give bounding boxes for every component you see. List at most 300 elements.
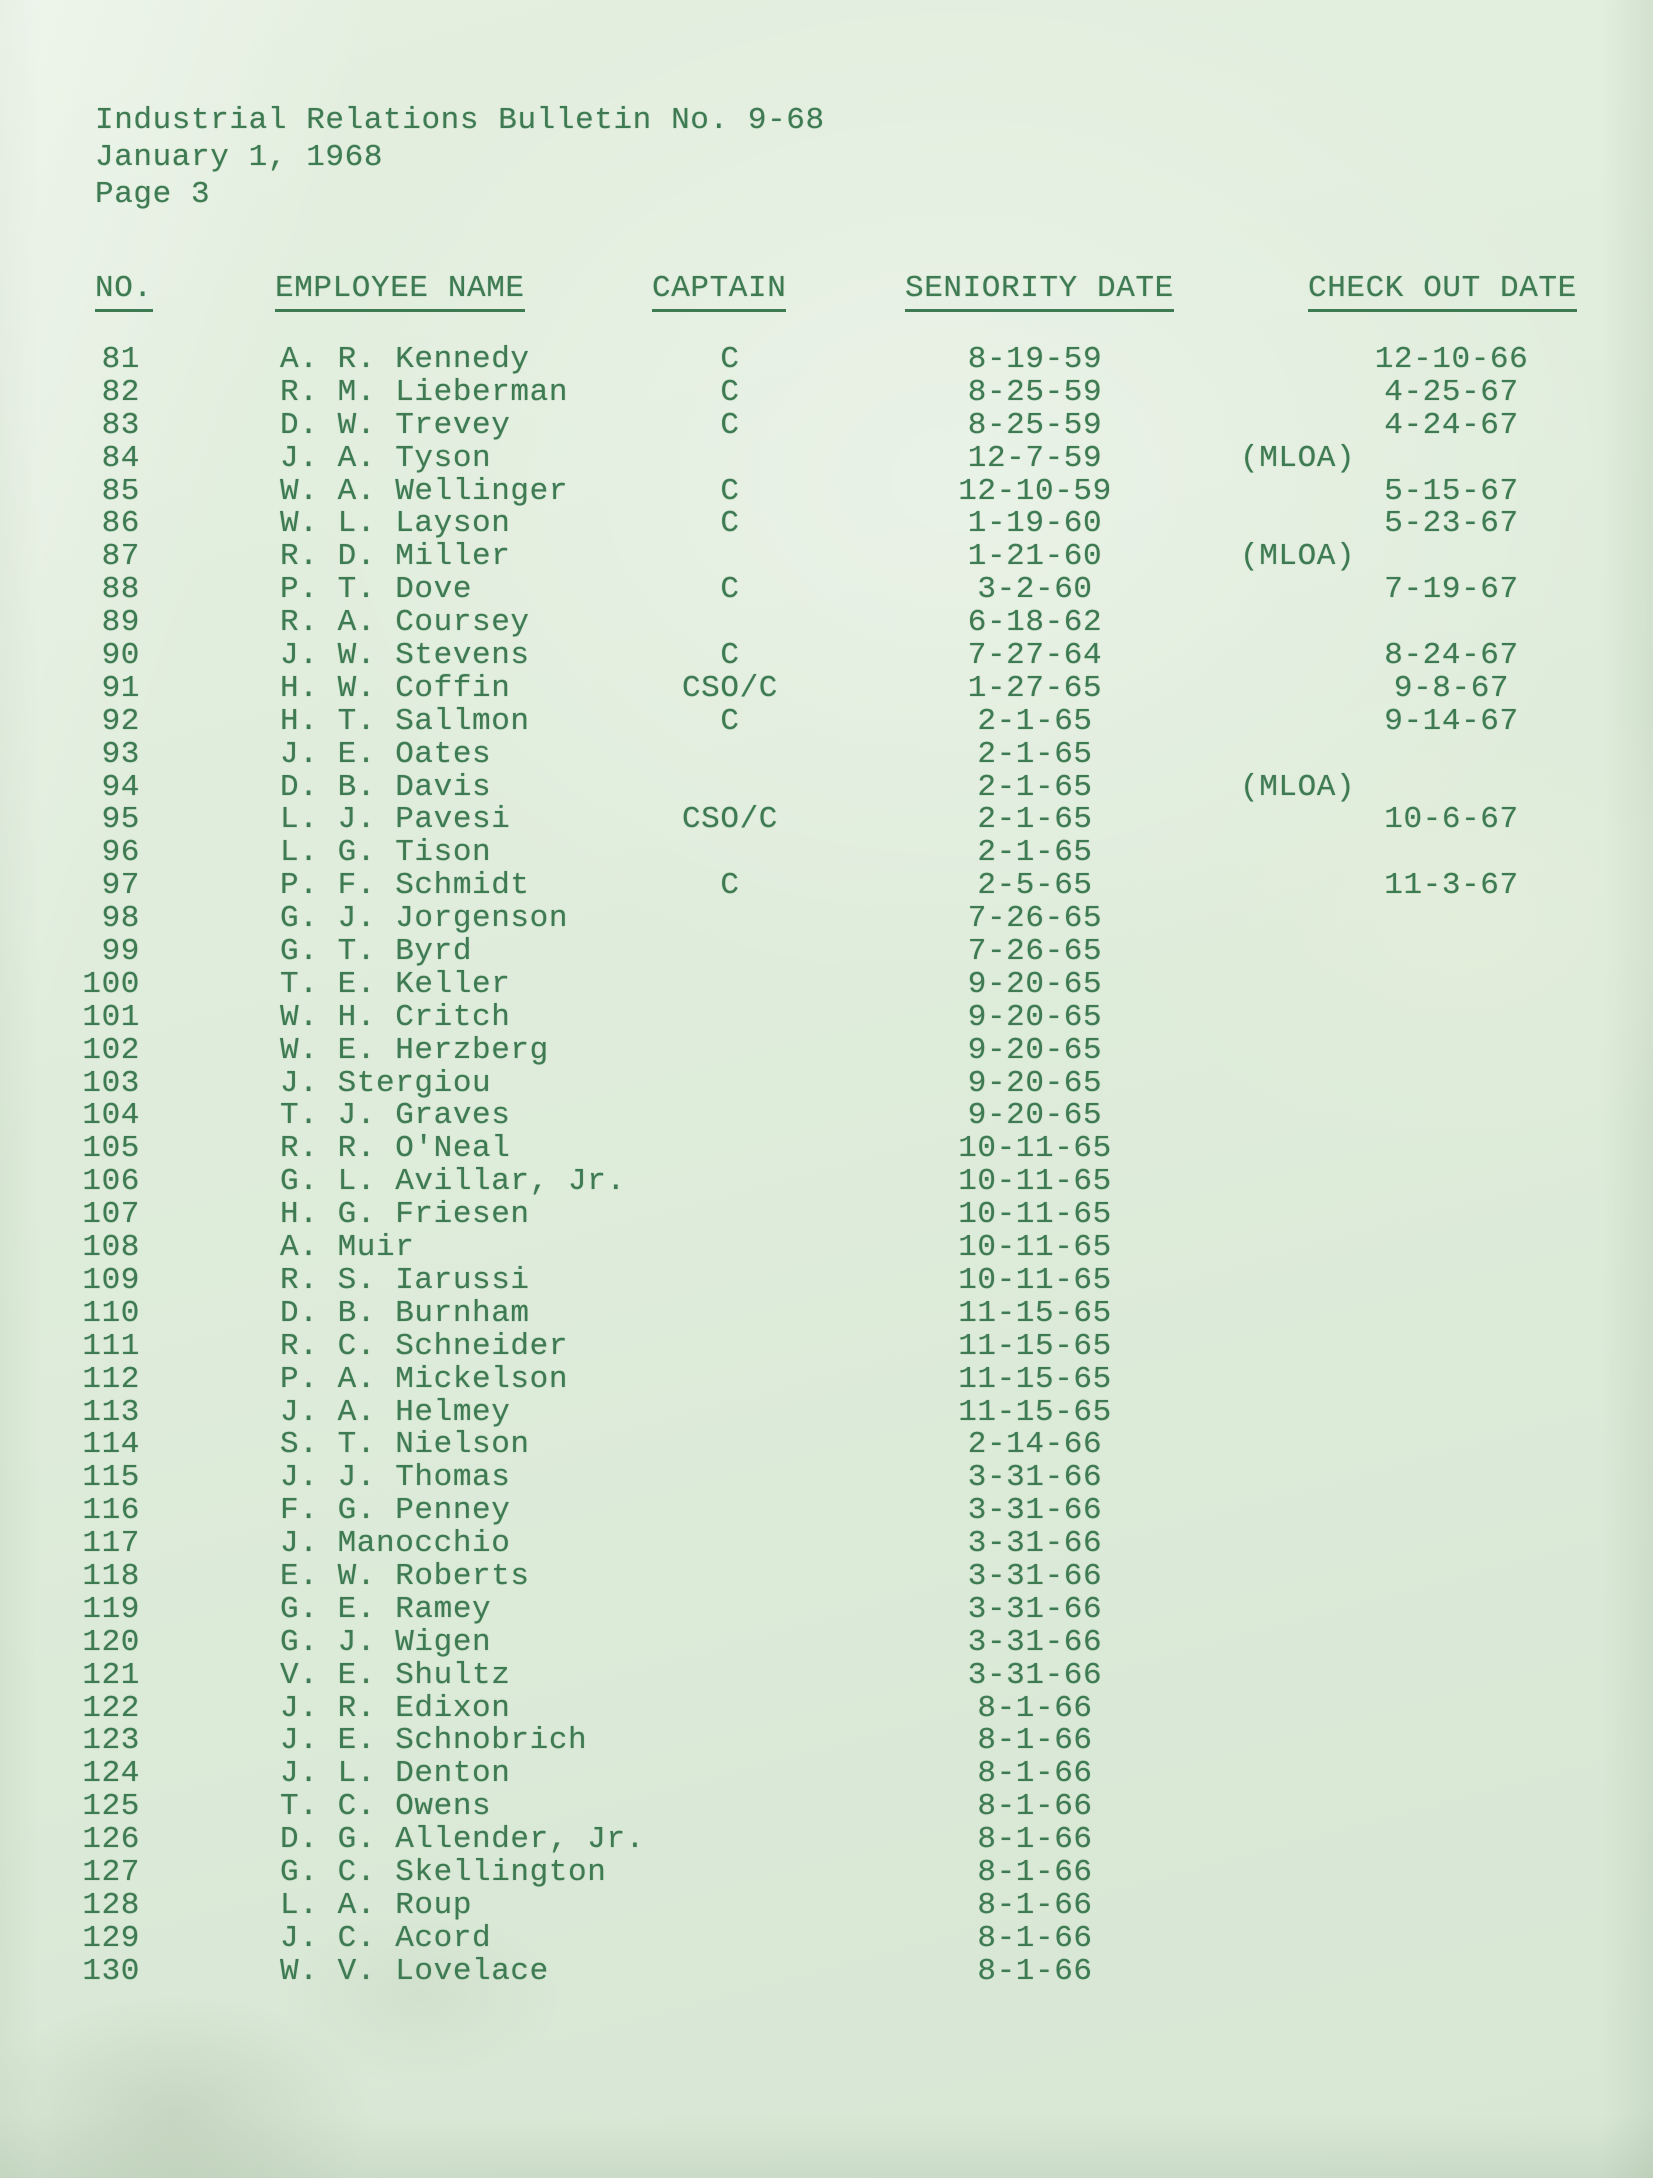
row-number: 117 (82, 1526, 140, 1562)
seniority-date: 6-18-62 (967, 605, 1103, 641)
employee-name: G. E. Ramey (280, 1591, 492, 1627)
captain-designation (640, 607, 820, 640)
seniority-date: 7-27-64 (967, 638, 1103, 674)
table-row (0, 541, 1653, 574)
captain-designation (640, 541, 820, 574)
employee-name: H. W. Coffin (280, 670, 511, 706)
captain-designation (640, 1758, 820, 1791)
table-row (0, 903, 1653, 936)
employee-name: J. R. Edixon (280, 1690, 511, 1726)
check-out-date (1150, 1594, 1653, 1627)
table-row (0, 1462, 1653, 1495)
seniority-date: 2-1-65 (977, 703, 1093, 739)
captain-designation (640, 1824, 820, 1857)
check-out-date: 12-10-66 (1374, 342, 1529, 377)
row-number: 112 (82, 1361, 140, 1397)
row-number: 85 (101, 473, 140, 509)
column-header-seniority-date: SENIORITY DATE (905, 271, 1174, 312)
employee-name: W. V. Lovelace (280, 1953, 549, 1989)
seniority-date: 9-20-65 (967, 1065, 1103, 1101)
seniority-date: 8-1-66 (977, 1887, 1093, 1923)
row-number: 118 (82, 1558, 140, 1594)
seniority-date: 11-15-65 (958, 1361, 1112, 1397)
row-number: 90 (101, 638, 140, 674)
check-out-date (1150, 936, 1653, 969)
employee-name: J. A. Tyson (280, 440, 492, 476)
employee-name: H. G. Friesen (280, 1197, 530, 1233)
row-number: 100 (82, 966, 140, 1002)
captain-designation: CSO/C (681, 670, 778, 706)
row-number: 110 (82, 1295, 140, 1331)
employee-name: W. E. Herzberg (280, 1032, 549, 1068)
column-header-check-out-date: CHECK OUT DATE (1308, 271, 1577, 312)
table-row (0, 1591, 1653, 1627)
table-row (0, 640, 1653, 673)
row-number: 93 (101, 736, 140, 772)
row-number: 109 (82, 1262, 140, 1298)
table-row (0, 999, 1653, 1035)
table-row (0, 1758, 1653, 1791)
seniority-date: 3-31-66 (967, 1493, 1103, 1529)
seniority-date: 9-20-65 (967, 1032, 1103, 1068)
table-row (0, 344, 1653, 377)
captain-designation (640, 443, 820, 476)
row-number: 86 (101, 506, 140, 542)
seniority-date: 11-15-65 (958, 1394, 1112, 1430)
table-row (0, 1528, 1653, 1561)
row-number: 119 (82, 1591, 140, 1627)
employee-name: R. M. Lieberman (280, 374, 569, 410)
row-number: 111 (82, 1328, 140, 1364)
table-row (0, 1854, 1653, 1890)
check-out-date (1150, 1956, 1653, 1989)
check-out-date: (MLOA) (1240, 539, 1356, 575)
table-row (0, 1887, 1653, 1923)
table-row (0, 1032, 1653, 1068)
captain-designation (640, 936, 820, 969)
check-out-date (1150, 837, 1653, 870)
column-header-no: NO. (95, 271, 153, 312)
row-number: 88 (101, 572, 140, 608)
check-out-date (1150, 1758, 1653, 1791)
row-number: 108 (82, 1230, 140, 1266)
row-number: 103 (82, 1065, 140, 1101)
seniority-date: 2-1-65 (977, 835, 1093, 871)
captain-designation (640, 1100, 820, 1133)
check-out-date (1150, 1528, 1653, 1561)
row-number: 94 (101, 769, 140, 805)
employee-table (0, 344, 1653, 1989)
row-number: 83 (101, 407, 140, 443)
captain-designation (640, 1298, 820, 1331)
employee-name: P. A. Mickelson (280, 1361, 569, 1397)
seniority-date: 2-1-65 (977, 736, 1093, 772)
employee-name: R. R. O'Neal (280, 1131, 511, 1167)
table-row (0, 1624, 1653, 1660)
captain-designation (640, 1232, 820, 1265)
row-number: 96 (101, 835, 140, 871)
table-row (0, 1262, 1653, 1298)
check-out-date: 9-14-67 (1384, 703, 1519, 739)
seniority-date: 10-11-65 (958, 1197, 1112, 1233)
check-out-date: (MLOA) (1240, 769, 1356, 805)
captain-designation: C (720, 374, 740, 410)
table-row (0, 1065, 1653, 1101)
table-row (0, 1328, 1653, 1364)
captain-designation (640, 1133, 820, 1166)
captain-designation (640, 1725, 820, 1758)
employee-name: J. C. Acord (280, 1920, 492, 1956)
table-row (0, 1166, 1653, 1199)
employee-name: F. G. Penney (280, 1493, 511, 1529)
captain-designation (640, 1002, 820, 1035)
check-out-date (1150, 1495, 1653, 1528)
seniority-date: 8-1-66 (977, 1920, 1093, 1956)
seniority-date: 1-19-60 (967, 506, 1103, 542)
seniority-date: 8-1-66 (977, 1953, 1093, 1989)
row-number: 124 (82, 1756, 140, 1792)
row-number: 126 (82, 1822, 140, 1858)
employee-name: W. L. Layson (280, 506, 511, 542)
captain-designation (640, 1199, 820, 1232)
check-out-date (1150, 739, 1653, 772)
seniority-date: 12-10-59 (958, 473, 1112, 509)
captain-designation: C (720, 868, 740, 904)
employee-name: D. B. Burnham (280, 1295, 530, 1331)
check-out-date (1150, 1199, 1653, 1232)
captain-designation (640, 1068, 820, 1101)
row-number: 99 (101, 934, 140, 970)
table-row (0, 703, 1653, 739)
captain-designation: C (720, 342, 740, 377)
employee-name: T. C. Owens (280, 1789, 492, 1825)
employee-name: D. B. Davis (280, 769, 492, 805)
employee-name: J. Stergiou (280, 1065, 492, 1101)
employee-name: W. H. Critch (280, 999, 511, 1035)
table-row (0, 736, 1653, 772)
check-out-date: 9-8-67 (1393, 670, 1510, 706)
table-row (0, 936, 1653, 969)
seniority-date: 7-26-65 (967, 901, 1103, 937)
employee-name: J. E. Schnobrich (280, 1723, 588, 1759)
table-row (0, 1232, 1653, 1265)
table-row (0, 1690, 1653, 1726)
check-out-date (1150, 1068, 1653, 1101)
row-number: 106 (82, 1164, 140, 1200)
captain-designation (640, 837, 820, 870)
employee-name: A. Muir (280, 1230, 415, 1266)
seniority-date: 3-2-60 (977, 572, 1093, 608)
check-out-date (1150, 1298, 1653, 1331)
check-out-date (1150, 1561, 1653, 1594)
seniority-date: 3-31-66 (967, 1526, 1103, 1562)
bulletin-title: Industrial Relations Bulletin No. 9-68 (95, 103, 825, 138)
seniority-date: 9-20-65 (967, 966, 1103, 1002)
table-row (0, 1657, 1653, 1693)
captain-designation (640, 1660, 820, 1693)
seniority-date: 8-1-66 (977, 1690, 1093, 1726)
captain-designation (640, 1462, 820, 1495)
employee-name: J. W. Stevens (280, 638, 530, 674)
captain-designation: C (720, 407, 740, 443)
employee-name: D. G. Allender, Jr. (280, 1822, 645, 1858)
check-out-date (1150, 1824, 1653, 1857)
check-out-date: 11-3-67 (1384, 868, 1519, 904)
row-number: 123 (82, 1723, 140, 1759)
check-out-date: 5-23-67 (1384, 506, 1519, 542)
table-row (0, 1824, 1653, 1857)
seniority-date: 8-1-66 (977, 1854, 1093, 1890)
row-number: 125 (82, 1789, 140, 1825)
seniority-date: 9-20-65 (967, 999, 1103, 1035)
employee-name: J. L. Denton (280, 1756, 511, 1792)
captain-designation (640, 1528, 820, 1561)
check-out-date (1150, 1364, 1653, 1397)
captain-designation (640, 969, 820, 1002)
row-number: 129 (82, 1920, 140, 1956)
employee-name: G. C. Skellington (280, 1854, 607, 1890)
seniority-date: 8-1-66 (977, 1723, 1093, 1759)
captain-designation (640, 1265, 820, 1298)
check-out-date: 4-25-67 (1384, 374, 1519, 410)
employee-name: T. E. Keller (280, 966, 511, 1002)
seniority-date: 11-15-65 (958, 1328, 1112, 1364)
table-row (0, 1495, 1653, 1528)
check-out-date: (MLOA) (1240, 440, 1356, 476)
row-number: 92 (101, 703, 140, 739)
row-number: 98 (101, 901, 140, 937)
seniority-date: 10-11-65 (958, 1262, 1112, 1298)
check-out-date (1150, 1133, 1653, 1166)
check-out-date (1150, 1462, 1653, 1495)
captain-designation (640, 1594, 820, 1627)
seniority-date: 3-31-66 (967, 1558, 1103, 1594)
table-row (0, 374, 1653, 410)
page-number: Page 3 (95, 177, 211, 212)
seniority-date: 2-1-65 (977, 802, 1093, 838)
employee-name: D. W. Trevey (280, 407, 511, 443)
captain-designation (640, 1890, 820, 1923)
check-out-date (1150, 607, 1653, 640)
seniority-date: 2-1-65 (977, 769, 1093, 805)
row-number: 107 (82, 1197, 140, 1233)
check-out-date (1150, 1100, 1653, 1133)
row-number: 81 (101, 342, 140, 377)
table-row (0, 1725, 1653, 1758)
check-out-date (1150, 1232, 1653, 1265)
check-out-date (1150, 1035, 1653, 1068)
table-row (0, 1361, 1653, 1397)
seniority-date: 8-25-59 (967, 374, 1103, 410)
check-out-date (1150, 1890, 1653, 1923)
employee-name: L. G. Tison (280, 835, 492, 871)
seniority-date: 7-26-65 (967, 934, 1103, 970)
captain-designation: C (720, 703, 740, 739)
captain-designation (640, 772, 820, 805)
table-row (0, 670, 1653, 706)
row-number: 114 (82, 1427, 140, 1463)
table-row (0, 1791, 1653, 1824)
seniority-date: 1-21-60 (967, 539, 1103, 575)
check-out-date: 8-24-67 (1384, 638, 1519, 674)
row-number: 128 (82, 1887, 140, 1923)
row-number: 130 (82, 1953, 140, 1989)
table-row (0, 769, 1653, 805)
row-number: 101 (82, 999, 140, 1035)
table-row (0, 804, 1653, 837)
row-number: 91 (101, 670, 140, 706)
table-row (0, 1295, 1653, 1331)
table-row (0, 1558, 1653, 1594)
table-row (0, 508, 1653, 541)
captain-designation: C (720, 506, 740, 542)
row-number: 121 (82, 1657, 140, 1693)
employee-name: L. A. Roup (280, 1887, 473, 1923)
column-header-captain: CAPTAIN (652, 271, 786, 312)
table-row (0, 1429, 1653, 1462)
table-row (0, 837, 1653, 870)
check-out-date (1150, 1397, 1653, 1430)
row-number: 113 (82, 1394, 140, 1430)
check-out-date (1150, 903, 1653, 936)
check-out-date (1150, 1002, 1653, 1035)
captain-designation (640, 1429, 820, 1462)
seniority-date: 8-1-66 (977, 1822, 1093, 1858)
seniority-date: 8-19-59 (967, 342, 1103, 377)
seniority-date: 3-31-66 (967, 1591, 1103, 1627)
bulletin-date: January 1, 1968 (95, 140, 384, 175)
employee-name: J. J. Thomas (280, 1460, 511, 1496)
table-row (0, 1953, 1653, 1989)
seniority-date: 8-25-59 (967, 407, 1103, 443)
employee-name: P. T. Dove (280, 572, 473, 608)
table-row (0, 440, 1653, 476)
row-number: 97 (101, 868, 140, 904)
table-row (0, 407, 1653, 443)
employee-name: V. E. Shultz (280, 1657, 511, 1693)
row-number: 116 (82, 1493, 140, 1529)
employee-name: H. T. Sallmon (280, 703, 530, 739)
row-number: 84 (101, 440, 140, 476)
captain-designation (640, 1035, 820, 1068)
table-row (0, 1920, 1653, 1956)
check-out-date (1150, 1693, 1653, 1726)
captain-designation: C (720, 572, 740, 608)
row-number: 87 (101, 539, 140, 575)
table-row (0, 1133, 1653, 1166)
employee-name: G. L. Avillar, Jr. (280, 1164, 626, 1200)
column-header-employee-name: EMPLOYEE NAME (275, 271, 525, 312)
seniority-date: 12-7-59 (967, 440, 1103, 476)
employee-name: J. Manocchio (280, 1526, 511, 1562)
check-out-date (1150, 1331, 1653, 1364)
row-number: 82 (101, 374, 140, 410)
captain-designation (640, 1397, 820, 1430)
employee-name: L. J. Pavesi (280, 802, 511, 838)
seniority-date: 10-11-65 (958, 1164, 1112, 1200)
captain-designation (640, 1561, 820, 1594)
seniority-date: 8-1-66 (977, 1756, 1093, 1792)
captain-designation (640, 1495, 820, 1528)
captain-designation (640, 1331, 820, 1364)
captain-designation: C (720, 638, 740, 674)
check-out-date (1150, 1265, 1653, 1298)
check-out-date (1150, 1725, 1653, 1758)
seniority-date: 10-11-65 (958, 1230, 1112, 1266)
captain-designation (640, 1923, 820, 1956)
employee-name: R. S. Iarussi (280, 1262, 530, 1298)
check-out-date: 5-15-67 (1384, 473, 1519, 509)
check-out-date: 10-6-67 (1384, 802, 1519, 838)
employee-name: J. A. Helmey (280, 1394, 511, 1430)
check-out-date (1150, 1857, 1653, 1890)
row-number: 102 (82, 1032, 140, 1068)
employee-name: G. J. Jorgenson (280, 901, 569, 937)
table-row (0, 1199, 1653, 1232)
row-number: 105 (82, 1131, 140, 1167)
employee-name: W. A. Wellinger (280, 473, 569, 509)
captain-designation (640, 1956, 820, 1989)
row-number: 120 (82, 1624, 140, 1660)
seniority-date: 3-31-66 (967, 1624, 1103, 1660)
check-out-date (1150, 1429, 1653, 1462)
employee-name: P. F. Schmidt (280, 868, 530, 904)
check-out-date (1150, 1791, 1653, 1824)
row-number: 95 (101, 802, 140, 838)
row-number: 104 (82, 1098, 140, 1134)
seniority-date: 2-5-65 (977, 868, 1093, 904)
captain-designation: C (720, 473, 740, 509)
row-number: 89 (101, 605, 140, 641)
employee-name: G. T. Byrd (280, 934, 473, 970)
table-row (0, 1100, 1653, 1133)
seniority-date: 3-31-66 (967, 1460, 1103, 1496)
employee-name: R. C. Schneider (280, 1328, 569, 1364)
check-out-date (1150, 969, 1653, 1002)
check-out-date (1150, 1627, 1653, 1660)
table-row (0, 607, 1653, 640)
table-row (0, 870, 1653, 903)
employee-name: T. J. Graves (280, 1098, 511, 1134)
check-out-date: 4-24-67 (1384, 407, 1519, 443)
captain-designation (640, 1166, 820, 1199)
captain-designation (640, 1857, 820, 1890)
captain-designation (640, 1627, 820, 1660)
seniority-date: 9-20-65 (967, 1098, 1103, 1134)
captain-designation (640, 739, 820, 772)
captain-designation: CSO/C (681, 802, 778, 838)
employee-name: J. E. Oates (280, 736, 492, 772)
employee-name: G. J. Wigen (280, 1624, 492, 1660)
document-header (95, 102, 825, 213)
row-number: 127 (82, 1854, 140, 1890)
captain-designation (640, 1364, 820, 1397)
employee-name: E. W. Roberts (280, 1558, 530, 1594)
employee-name: S. T. Nielson (280, 1427, 530, 1463)
check-out-date (1150, 1660, 1653, 1693)
table-row (0, 574, 1653, 607)
table-header-row (0, 271, 1653, 317)
seniority-date: 3-31-66 (967, 1657, 1103, 1693)
table-row (0, 473, 1653, 509)
seniority-date: 8-1-66 (977, 1789, 1093, 1825)
employee-name: R. D. Miller (280, 539, 511, 575)
captain-designation (640, 1693, 820, 1726)
check-out-date (1150, 1166, 1653, 1199)
captain-designation (640, 1791, 820, 1824)
seniority-date: 10-11-65 (958, 1131, 1112, 1167)
row-number: 115 (82, 1460, 140, 1496)
